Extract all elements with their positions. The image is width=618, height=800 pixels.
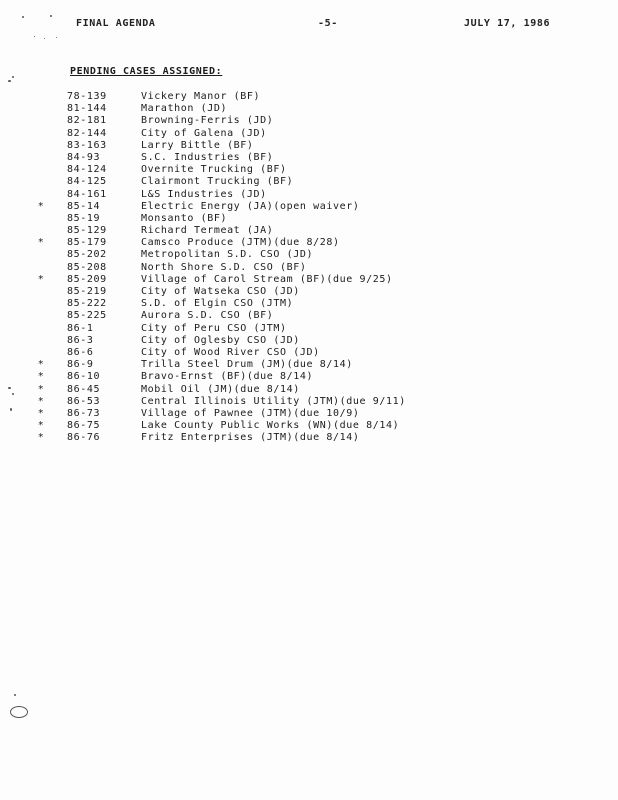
case-row	[0, 335, 560, 347]
case-title: City of Watseka CSO (JD)	[141, 286, 300, 297]
scan-speck	[22, 16, 24, 18]
scan-speck	[14, 694, 16, 696]
case-number: 86-6	[67, 346, 94, 358]
scan-speck	[56, 37, 57, 38]
case-row	[0, 91, 560, 103]
scan-speck	[34, 36, 35, 37]
case-number: 86-9	[67, 359, 94, 371]
case-row	[0, 189, 560, 201]
case-number: 81-144	[67, 103, 107, 115]
case-title: Electric Energy (JA)(open waiver)	[141, 200, 360, 212]
case-row	[0, 249, 560, 261]
case-row	[0, 396, 560, 408]
case-number: 84-125	[67, 176, 107, 188]
priority-marker: *	[37, 420, 45, 432]
case-row	[0, 371, 560, 383]
case-row	[0, 262, 560, 274]
case-number: 85-129	[67, 225, 107, 237]
case-row	[0, 237, 560, 249]
agenda-date: JULY 17, 1986	[464, 18, 551, 29]
case-row	[0, 286, 560, 298]
case-title: Village of Carol Stream (BF)(due 9/25)	[141, 273, 393, 285]
case-title: Trilla Steel Drum (JM)(due 8/14)	[141, 359, 353, 371]
case-row	[0, 176, 560, 188]
case-row	[0, 164, 560, 176]
case-title: S.D. of Elgin CSO (JTM)	[141, 298, 294, 310]
scan-speck	[44, 38, 45, 39]
case-number: 85-14	[67, 200, 101, 212]
case-number: 86-3	[67, 334, 94, 346]
case-number: 86-73	[67, 407, 101, 419]
case-title: Camsco Produce (JTM)(due 8/28)	[141, 237, 340, 249]
priority-marker: *	[37, 383, 45, 395]
case-number: 82-144	[67, 127, 107, 139]
case-title: City of Galena (JD)	[141, 127, 267, 139]
case-title: Village of Pawnee (JTM)(due 10/9)	[141, 407, 360, 419]
case-title: City of Oglesby CSO (JD)	[141, 334, 300, 346]
case-number: 86-10	[67, 371, 101, 383]
case-row	[0, 115, 560, 127]
case-title: L&S Industries (JD)	[141, 188, 267, 200]
case-title: Marathon (JD)	[141, 103, 228, 115]
case-title: Metropolitan S.D. CSO (JD)	[141, 249, 314, 261]
case-row	[0, 152, 560, 164]
case-row	[0, 408, 560, 420]
case-title: Bravo-Ernst (BF)(due 8/14)	[141, 371, 314, 383]
case-row	[0, 420, 560, 432]
priority-marker: *	[37, 432, 45, 444]
case-row	[0, 103, 560, 115]
case-number: 82-181	[67, 115, 107, 127]
case-title: City of Peru CSO (JTM)	[141, 322, 287, 334]
case-title: S.C. Industries (BF)	[141, 151, 274, 163]
case-row	[0, 310, 560, 322]
case-title: Aurora S.D. CSO (BF)	[141, 310, 274, 322]
case-title: Central Illinois Utility (JTM)(due 9/11)	[141, 395, 406, 407]
case-title: Richard Termeat (JA)	[141, 225, 274, 237]
case-row	[0, 128, 560, 140]
case-number: 78-139	[67, 91, 107, 102]
case-row	[0, 298, 560, 310]
priority-marker: *	[37, 395, 45, 407]
priority-marker: *	[37, 237, 45, 249]
case-row	[0, 274, 560, 286]
pending-cases-list	[0, 91, 560, 444]
case-number: 86-1	[67, 322, 94, 334]
case-number: 85-208	[67, 261, 107, 273]
priority-marker: *	[37, 273, 45, 285]
case-title: Fritz Enterprises (JTM)(due 8/14)	[141, 432, 360, 444]
case-row	[0, 213, 560, 225]
case-title: Clairmont Trucking (BF)	[141, 176, 294, 188]
case-number: 85-225	[67, 310, 107, 322]
case-number: 84-161	[67, 188, 107, 200]
case-title: City of Wood River CSO (JD)	[141, 346, 320, 358]
case-number: 86-75	[67, 420, 101, 432]
case-row	[0, 225, 560, 237]
case-number: 86-76	[67, 432, 101, 444]
scan-speck	[8, 80, 11, 82]
priority-marker: *	[37, 359, 45, 371]
page-number: -5-	[318, 18, 338, 29]
agenda-title: FINAL AGENDA	[76, 18, 156, 29]
priority-marker: *	[37, 407, 45, 419]
case-number: 85-219	[67, 286, 107, 297]
priority-marker: *	[37, 371, 45, 383]
case-row	[0, 347, 560, 359]
case-number: 86-45	[67, 383, 101, 395]
case-title: Vickery Manor (BF)	[141, 91, 261, 102]
case-row	[0, 201, 560, 213]
case-title: Overnite Trucking (BF)	[141, 164, 287, 176]
case-number: 85-209	[67, 273, 107, 285]
case-number: 85-19	[67, 212, 101, 224]
scan-mark	[10, 706, 28, 718]
case-row	[0, 359, 560, 371]
case-row	[0, 323, 560, 335]
case-title: North Shore S.D. CSO (BF)	[141, 261, 307, 273]
case-title: Mobil Oil (JM)(due 8/14)	[141, 383, 300, 395]
case-number: 85-222	[67, 298, 107, 310]
case-number: 86-53	[67, 395, 101, 407]
case-title: Larry Bittle (BF)	[141, 139, 254, 151]
case-number: 85-179	[67, 237, 107, 249]
scan-speck	[50, 15, 52, 17]
case-number: 83-163	[67, 139, 107, 151]
case-row	[0, 140, 560, 152]
priority-marker: *	[37, 200, 45, 212]
case-title: Monsanto (BF)	[141, 212, 228, 224]
scan-speck	[12, 76, 14, 78]
case-row	[0, 432, 560, 444]
case-title: Browning-Ferris (JD)	[141, 115, 274, 127]
case-number: 84-93	[67, 151, 101, 163]
case-number: 85-202	[67, 249, 107, 261]
section-heading: PENDING CASES ASSIGNED:	[70, 66, 223, 77]
case-row	[0, 384, 560, 396]
case-title: Lake County Public Works (WN)(due 8/14)	[141, 420, 400, 432]
case-number: 84-124	[67, 164, 107, 176]
